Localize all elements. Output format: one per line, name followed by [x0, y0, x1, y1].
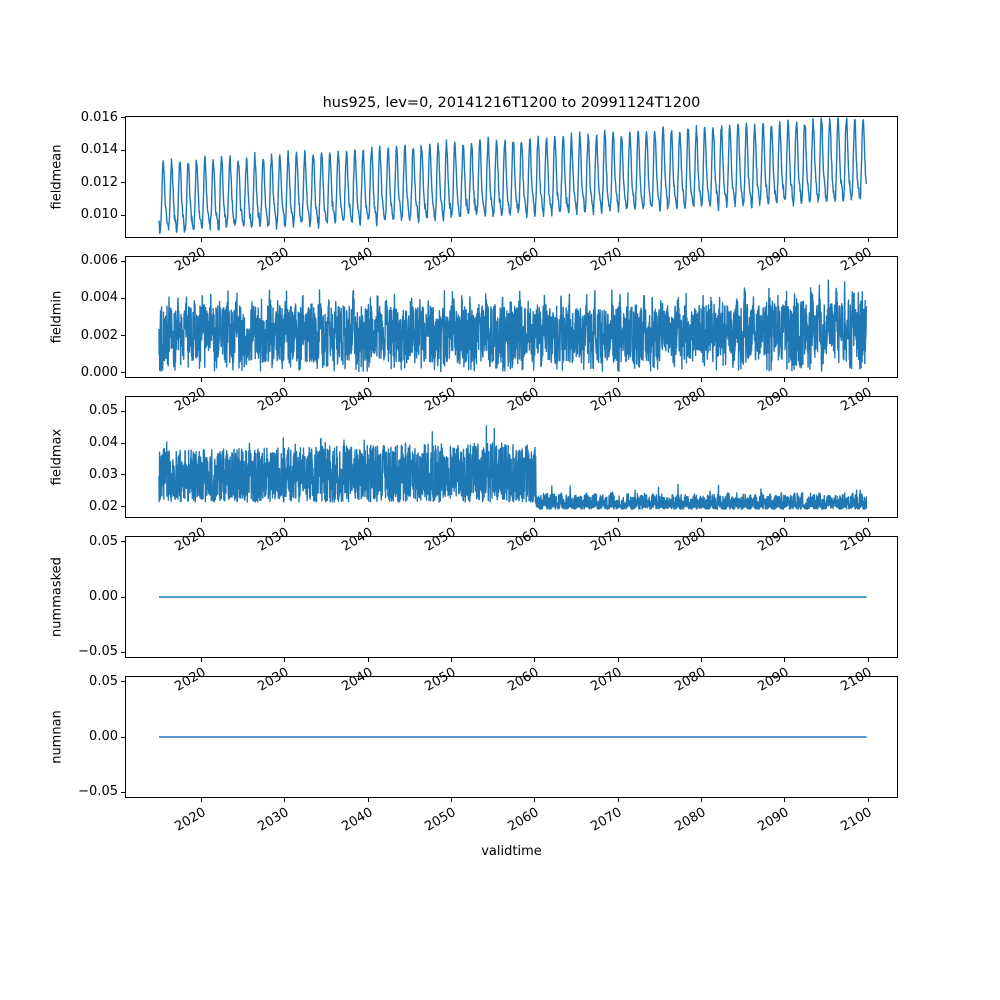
y-tick-label: −0.05	[78, 644, 118, 660]
y-tick-mark	[121, 506, 125, 507]
x-tick-strip	[125, 519, 898, 555]
y-tick-label: 0.006	[80, 253, 118, 269]
x-tick-label: 2060	[505, 665, 542, 695]
y-tick-mark	[121, 792, 125, 793]
y-tick-label: 0.010	[80, 207, 118, 223]
x-tick-label: 2050	[422, 245, 459, 275]
x-tick-label: 2020	[172, 245, 209, 275]
subplot-nummasked	[49, 533, 898, 695]
y-tick-label: 0.02	[89, 498, 118, 514]
x-tick-label: 2090	[755, 245, 792, 275]
y-axis-label-fieldmax: fieldmax	[49, 428, 65, 486]
data-line-fieldmax	[125, 396, 898, 518]
subplot-numnan	[49, 673, 898, 835]
y-tick-label: 0.00	[89, 589, 118, 604]
x-tick-strip	[125, 379, 898, 415]
y-tick-mark	[121, 681, 125, 682]
y-tick-label: −0.05	[78, 784, 118, 800]
y-tick-mark	[121, 335, 125, 336]
y-tick-mark	[121, 443, 125, 444]
x-tick-label: 2070	[588, 525, 626, 555]
x-tick-label: 2100	[838, 665, 876, 695]
y-tick-label: 0.03	[89, 466, 118, 482]
x-tick-label: 2020	[172, 665, 209, 695]
x-tick-label: 2070	[588, 245, 626, 275]
y-tick-mark	[121, 411, 125, 412]
y-tick-mark	[121, 182, 125, 183]
x-tick-label: 2050	[422, 665, 459, 695]
y-tick-label: 0.05	[89, 533, 118, 549]
y-tick-mark	[121, 215, 125, 216]
data-line-nummasked	[125, 536, 898, 658]
subplot-fieldmax	[49, 396, 898, 555]
y-axis-label-fieldmin: fieldmin	[49, 290, 65, 344]
x-tick-label: 2090	[755, 665, 792, 695]
x-tick-label: 2060	[505, 385, 542, 415]
x-tick-label: 2080	[672, 805, 709, 835]
data-line-fieldmin	[125, 256, 898, 378]
y-axis-label-nummasked: nummasked	[49, 557, 65, 637]
x-tick-label: 2100	[838, 805, 876, 835]
x-tick-label: 2100	[838, 385, 876, 415]
y-tick-label: 0.014	[80, 142, 118, 158]
y-tick-label: 0.05	[89, 403, 118, 419]
x-tick-label: 2080	[672, 245, 709, 275]
y-tick-label: 0.012	[80, 174, 118, 190]
y-tick-label: 0.016	[80, 109, 118, 125]
x-tick-label: 2090	[755, 385, 792, 415]
x-tick-label: 2100	[838, 245, 876, 275]
x-tick-strip	[125, 659, 898, 695]
x-tick-label: 2060	[505, 525, 542, 555]
x-tick-label: 2080	[672, 385, 709, 415]
y-tick-label: 0.05	[89, 673, 118, 689]
x-tick-label: 2050	[422, 525, 459, 555]
y-tick-mark	[121, 150, 125, 151]
y-tick-mark	[121, 737, 125, 738]
y-tick-mark	[121, 117, 125, 118]
x-tick-label: 2020	[172, 525, 209, 555]
y-tick-label: 0.00	[89, 729, 118, 744]
x-axis-label: validtime	[481, 844, 542, 859]
y-tick-mark	[121, 652, 125, 653]
x-tick-strip	[125, 799, 898, 845]
y-tick-label: 0.000	[80, 364, 118, 380]
x-tick-label: 2050	[422, 385, 459, 415]
data-line-numnan	[125, 676, 898, 798]
y-tick-label: 0.004	[80, 290, 118, 306]
y-tick-label: 0.002	[80, 327, 118, 343]
x-tick-label: 2060	[505, 805, 542, 835]
y-axis-label-fieldmean: fieldmean	[49, 144, 65, 210]
y-tick-mark	[121, 261, 125, 262]
y-tick-label: 0.04	[89, 435, 118, 451]
x-tick-label: 2020	[172, 805, 209, 835]
x-tick-label: 2090	[755, 525, 792, 555]
y-axis-label-numnan: numnan	[49, 710, 65, 764]
y-tick-mark	[121, 597, 125, 598]
x-tick-label: 2040	[338, 665, 376, 695]
x-tick-label: 2040	[338, 805, 376, 835]
x-tick-label: 2020	[172, 385, 209, 415]
x-tick-label: 2030	[255, 805, 292, 835]
x-tick-label: 2090	[755, 805, 792, 835]
data-line-fieldmean	[125, 116, 898, 238]
x-tick-label: 2030	[255, 525, 292, 555]
y-tick-mark	[121, 474, 125, 475]
x-tick-label: 2100	[838, 525, 876, 555]
x-tick-label: 2050	[422, 805, 459, 835]
y-tick-mark	[121, 541, 125, 542]
x-tick-label: 2040	[338, 245, 376, 275]
x-tick-label: 2070	[588, 805, 626, 835]
x-tick-label: 2040	[338, 525, 376, 555]
x-tick-label: 2080	[672, 525, 709, 555]
x-tick-strip	[125, 239, 898, 275]
chart-title: hus925, lev=0, 20141216T1200 to 20991124T1200	[322, 95, 701, 111]
x-tick-label: 2060	[505, 245, 542, 275]
x-tick-label: 2070	[588, 665, 626, 695]
x-tick-label: 2030	[255, 385, 292, 415]
y-tick-mark	[121, 298, 125, 299]
x-tick-label: 2030	[255, 665, 292, 695]
x-tick-label: 2030	[255, 245, 292, 275]
x-tick-label: 2080	[672, 665, 709, 695]
x-tick-label: 2040	[338, 385, 376, 415]
y-tick-mark	[121, 372, 125, 373]
x-tick-label: 2070	[588, 385, 626, 415]
